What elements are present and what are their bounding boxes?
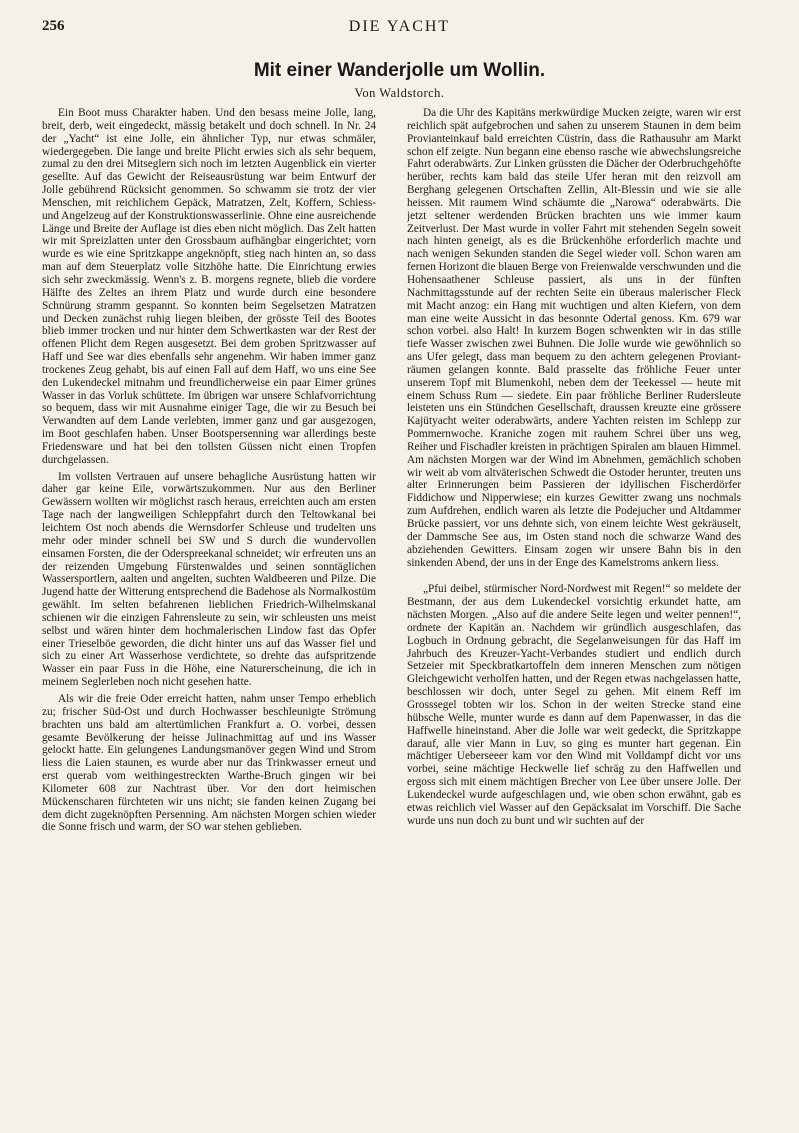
article-title: Mit einer Wanderjolle um Wollin. [253, 60, 546, 81]
right-column [407, 107, 741, 1122]
paragraph: „Pfui deibel, stürmischer Nord-Nordwest mit Regen!“ so meldete der Bestmann, der aus dem Lukendeckel vorsichtig erkundet hatte, am nächsten Morgen. „Also auf die andere Seite legen und weiter pennen!“, ordnete der Kapitän an. Nachdem wir gründlich ausgeschlafen, das Logbuch in Ordnung gebracht, die Segelanweisungen für das Haff im Jahrbuch des Kreuzer-Yacht-Verbandes studiert und endlich durch Setzeier mit Speckbratkartoffeln dem inneren Menschen zum nötigen Gleichgewicht verholfen hatten, und der Regen etwas nachgelassen hatte, beschlossen wir doch, unter Segel zu gehen. Mit einem Reff im Grosssegel tobten wir los. Schon in der weiten Strecke stand eine hübsche Welle, munter wurde es dann auf dem Papenwasser, in das die Haffwelle hineinstand. Aber die Jolle war weit gedeckt, die Spritzkappe darauf, alle vier Mann in Luv, so ging es munter hart gegenan. Ein mächtiger Ueberseeer kam vor den Wind mit Volldampf dicht vor uns vorbei, seine mächtige Heckwelle lief schräg zu den Haffwellen und ergoss sich mit einem mächtigen Brecher von Lee über unsere Jolle. Der Lukendeckel wurde aufgeschlagen und, wie oben schon erwähnt, gab es etwas reichlich viel Wasser auf den Gepäcksalat im Vorschiff. Die Sache wurde uns nun doch zu bunt und wir suchten auf der [407, 583, 741, 827]
left-column [42, 107, 376, 1122]
page-header [0, 18, 799, 42]
article-byline: Von Waldstorch. [354, 86, 445, 100]
page-number: 256 [42, 18, 65, 34]
paragraph: Da die Uhr des Kapitäns merkwürdige Mucken zeigte, waren wir erst reichlich spät aufgebrochen und sahen zu unserem Staunen in dem beim Provianteinkauf bald erreichten Cüstrin, dass die Rathausuhr am Markt schon elf zeigte. Nun begann eine ebenso rasche wie abwechslungsreiche Fahrt oderabwärts. Zur Linken grüssten die Dächer der Oderbruchgehöfte herüber, rechts kam bald das steile Ufer heran mit den reizvoll am Berghang gelegenen Ortschaften Zellin, Alt-Blessin und wie sie alle heissen. Mit raumem Wind schäumte die „Narowa“ oderabwärts. Die jetzt seltener werdenden Brücken brachten uns wie immer kaum Zeitverlust. Der Mast wurde in voller Fahrt mit stehenden Segeln soweit nach hinten geneigt, als es die Brückenhöhe erforderlich machte und nach wenigen Sekunden standen die Segel wieder voll. Schon waren am fernen Horizont die blauen Berge von Freienwalde verschwunden und die Hohensaathener Schleuse passiert, als uns in der fünften Nachmittagsstunde auf der rechten Seite ein überaus malerischer Fleck mit Macht anzog: ein Hang mit wuchtigen und alten Kiefern, von dem man eine weite Aussicht in das besonnte Odertal genoss. Km. 679 war schon vorbei. also Halt! In kurzem Bogen schwenkten wir in das stille tiefe Wasser zwischen zwei Buhnen. Die Jolle wurde wie gewöhnlich so ans Ufer gelegt, dass man bequem zu den achtern gelegenen Provianträumen gelangen konnte. Bald prasselte das fröhliche Feuer unter unserem Topf mit Blumenkohl, neben dem der Teekessel — heute mit einem Schuss Rum — siedete. Ein paar fröhliche Berliner Rudersleute leisteten uns ein Stündchen Gesellschaft, draussen kreuzte eine grössere Kajütyacht weiter oderabwärts, andere Yachten reisten im Schlepp zur Pommernwoche. Kraniche zogen mit rauhem Schrei über uns weg, Reiher und Fischadler kreisten in prächtigen Spiralen am blauen Himmel. Am nächsten Morgen war der Wind im Abnehmen, gemächlich schoben wir weit ab vom altväterischen Schwedt die Ostoder herunter, treuten uns alter Erinnerungen beim Passieren der idyllischen Fischerdörfer Fiddichow und Nipperwiese; ein kurzes Gewitter zwang uns nochmals zum Aufdrehen, endlich waren als letzte die Podejucher und Altdammer Brücke passiert, vor uns dehnte sich, von einem leichte West gekräuselt, der Dammsche See aus, im Osten stand noch die schwarze Wand des abziehenden Gewitters. Einsam zogen wir unsere Bahn bis in den sinkenden Abend, der uns in der Enge des Kamelstroms ankern liess. [407, 107, 741, 569]
journal-title: DIE YACHT [348, 18, 451, 35]
paragraph: Im vollsten Vertrauen auf unsere behagliche Ausrüstung hatten wir daher gar keine Eile, vorwärtszukommen. Nur aus den Berliner Gewässern wollten wir möglichst rasch heraus, erreichten auch am ersten Tage nach der langweiligen Schleppfahrt durch den Teltowkanal bei leichtem Ost noch abends die Wernsdorfer Schleuse und trudelten uns mehr oder minder schnell bei SW und S durch die wundervollen einsamen Forsten, die der Oderspreekanal schneidet; wir erfreuten uns an der reizenden Umgebung Fürstenwaldes und seinen sonntäglichen Wassersportlern, aalten und angelten, suchten Waldbeeren und Pilze. Die Jugend hatte der Witterung entsprechend die Badehose als Normalkostüm gewählt. Im selten befahrenen lieblichen Friedrich-Wilhelmskanal schienen wir die einzigen Fahrensleute zu sein, wir schleusten uns meist selbst und wären hinter dem hochmalerischen Lindow fast das Opfer einer Trieselböe geworden, die dicht hinter uns auf das Wasser fiel und sich zu einer Art Wasserhose verdichtete, so drehte das aufspritzende Wasser ein paar Fuss in die Höhe, eine Naturerscheinung, die ich in meinem Seglerleben noch nicht gesehen hatte. [42, 470, 376, 689]
paragraph: Als wir die freie Oder erreicht hatten, nahm unser Tempo erheblich zu; frischer Süd-Ost und durch Hochwasser beschleunigte Strömung brachten uns bald am altertümlichen Frankfurt a. O. vorbei, dessen gesamte Bevölkerung der heisse Julinachmittag auf und ins Wasser gelockt hatte. Ein gelungenes Landungsmanöver gegen Wind und Strom liess die Laien staunen, es wurde aber nur das Trinkwasser erneut und erst querab vom weithingestreckten Warthe-Bruch gingen wir bei Kilometer 608 zur Nachtrast über. Vor den dort heimischen Mückenscharen fürchteten wir uns nicht; sie fanden keinen Zugang bei dem dicht zugeknöpften Persenning. Am nächsten Morgen schien wieder die Sonne frisch und warm, der SO war stehen geblieben. [42, 692, 376, 834]
paragraph: Ein Boot muss Charakter haben. Und den besass meine Jolle, lang, breit, derb, weit eingedeckt, mässig betakelt und doch schnell. In Nr. 24 der „Yacht“ ist eine Jolle, ein ähnlicher Typ, nur etwas schmäler, wiedergegeben. Die lange und breite Plicht erwies sich als sehr bequem, zumal zu den drei Mitseglern sich noch im letzten Augenblick ein vierter gesellte. Auf das Gewicht der Reiseausrüstung war beim Entwurf der Jolle gebührend Rücksicht genommen. So schwamm sie trotz der vier Menschen, mit reichlichem Gepäck, Matratzen, Zelt, Koffern, Schiess- und Angelzeug auf der Konstruktionswasserlinie. Ohne eine ausreichende Länge und Breite der Auflage ist dies eben nicht möglich. Das Zelt hatten wir mit Spreizlatten unter den Grossbaum aufhängbar eingerichtet; vorn wurde es wie eine Spritzkappe angeknöpft, stieg nach hinten an, so dass man auf dem Steuerplatz volle Sitzhöhe hatte. Die Einrichtung erwies sich sehr zweckmässig. Wenn's z. B. morgens regnete, blieb die vordere Hälfte des Zeltes an ihrem Platz und wurde durch eine besondere Schnürung stramm gespannt. So konnten beim Segelsetzen Matratzen und Decken zunächst ruhig liegen bleiben, der grösste Teil des Bootes blieb immer trocken und nur hinter dem Schwertkasten war der Rest der offenen Plicht dem Regen ausgesetzt. Bei dem groben Spritzwasser auf Haff und See war dies ebenfalls sehr angenehm. Wir haben immer ganz trockenes Zeug gehabt, bis auf einen Fall auf dem Haff, wo uns eine See den Lukendeckel mitnahm und freundlicherweise ein paar Eimer grünes Wasser in das Vorluk schüttete. Im übrigen war unsere Schlafvorrichtung so bequem, dass wir mit Ausnahme einiger Tage, die wir zu Besuch bei Verwandten auf dem Lande verlebten, immer ganz und gar ausgezogen, im Boot geschlafen haben. Unser Bootspersenning war allerdings beste Friedensware und hat bei den tollsten Güssen nicht einen Tropfen durchgelassen. [42, 107, 376, 466]
